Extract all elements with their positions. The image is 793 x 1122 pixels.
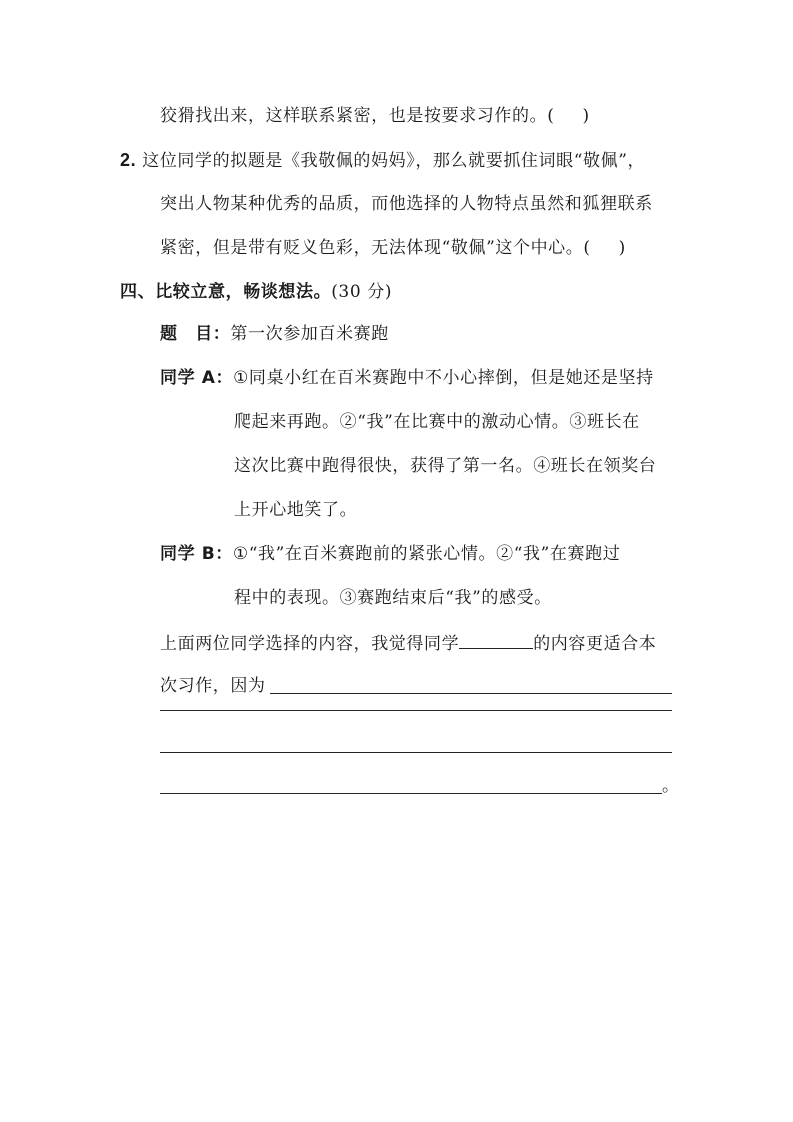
student-a-line-1 [160, 366, 654, 390]
reason-blank-4[interactable] [160, 793, 662, 794]
student-a-text-2: 爬起来再跑。②“我”在比赛中的激动心情。③班长在 [234, 412, 640, 432]
question-2-paren-close: ) [618, 238, 626, 258]
section-4-title: 四、比较立意，畅谈想法。 [120, 282, 332, 302]
reason-blank-1[interactable] [270, 693, 672, 694]
student-a-label: 同学 A： [160, 368, 234, 388]
student-choice-blank[interactable] [459, 630, 533, 649]
question-1-text: 狡猾找出来，这样联系紧密，也是按要求习作的。( [160, 106, 555, 126]
question-2-number: 2. [120, 150, 137, 170]
topic-label: 题 目： [160, 324, 231, 344]
question-2-text-1: 这位同学的拟题是《我敬佩的妈妈》，那么就要抓住词眼“敬佩”， [142, 151, 646, 171]
student-b-text-1: ①“我”在百米赛跑前的紧张心情。②“我”在赛跑过 [232, 544, 621, 564]
student-b-line-1 [160, 542, 620, 566]
reason-blank-2[interactable] [160, 710, 672, 711]
student-a-line-4 [234, 498, 357, 522]
student-b-line-2 [234, 586, 552, 610]
answer-line-2 [160, 674, 266, 698]
question-2-line-1 [120, 148, 645, 173]
answer-line-2-prefix: 次习作，因为 [160, 676, 266, 696]
question-2-line-3 [160, 236, 626, 260]
question-2-line-2 [160, 192, 653, 216]
answer-line-1 [160, 630, 656, 656]
student-a-line-2 [234, 410, 640, 434]
answer-prefix: 上面两位同学选择的内容，我觉得同学 [160, 634, 460, 654]
answer-suffix: 的内容更适合本 [533, 634, 657, 654]
student-a-line-3 [234, 454, 656, 478]
question-1-paren-close: ) [582, 106, 590, 126]
student-a-text-4: 上开心地笑了。 [234, 500, 358, 520]
section-4-heading [120, 280, 392, 304]
question-2-text-2: 突出人物某种优秀的品质，而他选择的人物特点虽然和狐狸联系 [160, 194, 653, 214]
student-b-label: 同学 B： [160, 544, 233, 564]
student-a-text-1: ①同桌小红在百米赛跑中不小心摔倒，但是她还是坚持 [233, 368, 654, 388]
reason-blank-3[interactable] [160, 752, 672, 753]
question-2-text-3: 紧密，但是带有贬义色彩，无法体现“敬佩”这个中心。( [160, 238, 591, 258]
answer-end-mark: 。 [662, 776, 680, 796]
student-b-text-2: 程中的表现。③赛跑结束后“我”的感受。 [234, 588, 552, 608]
topic-text: 第一次参加百米赛跑 [230, 324, 389, 344]
student-a-text-3: 这次比赛中跑得很快，获得了第一名。④班长在领奖台 [234, 456, 657, 476]
question-1-continuation [160, 104, 590, 128]
topic-line [160, 322, 389, 346]
section-4-score: (30 分) [331, 282, 393, 302]
